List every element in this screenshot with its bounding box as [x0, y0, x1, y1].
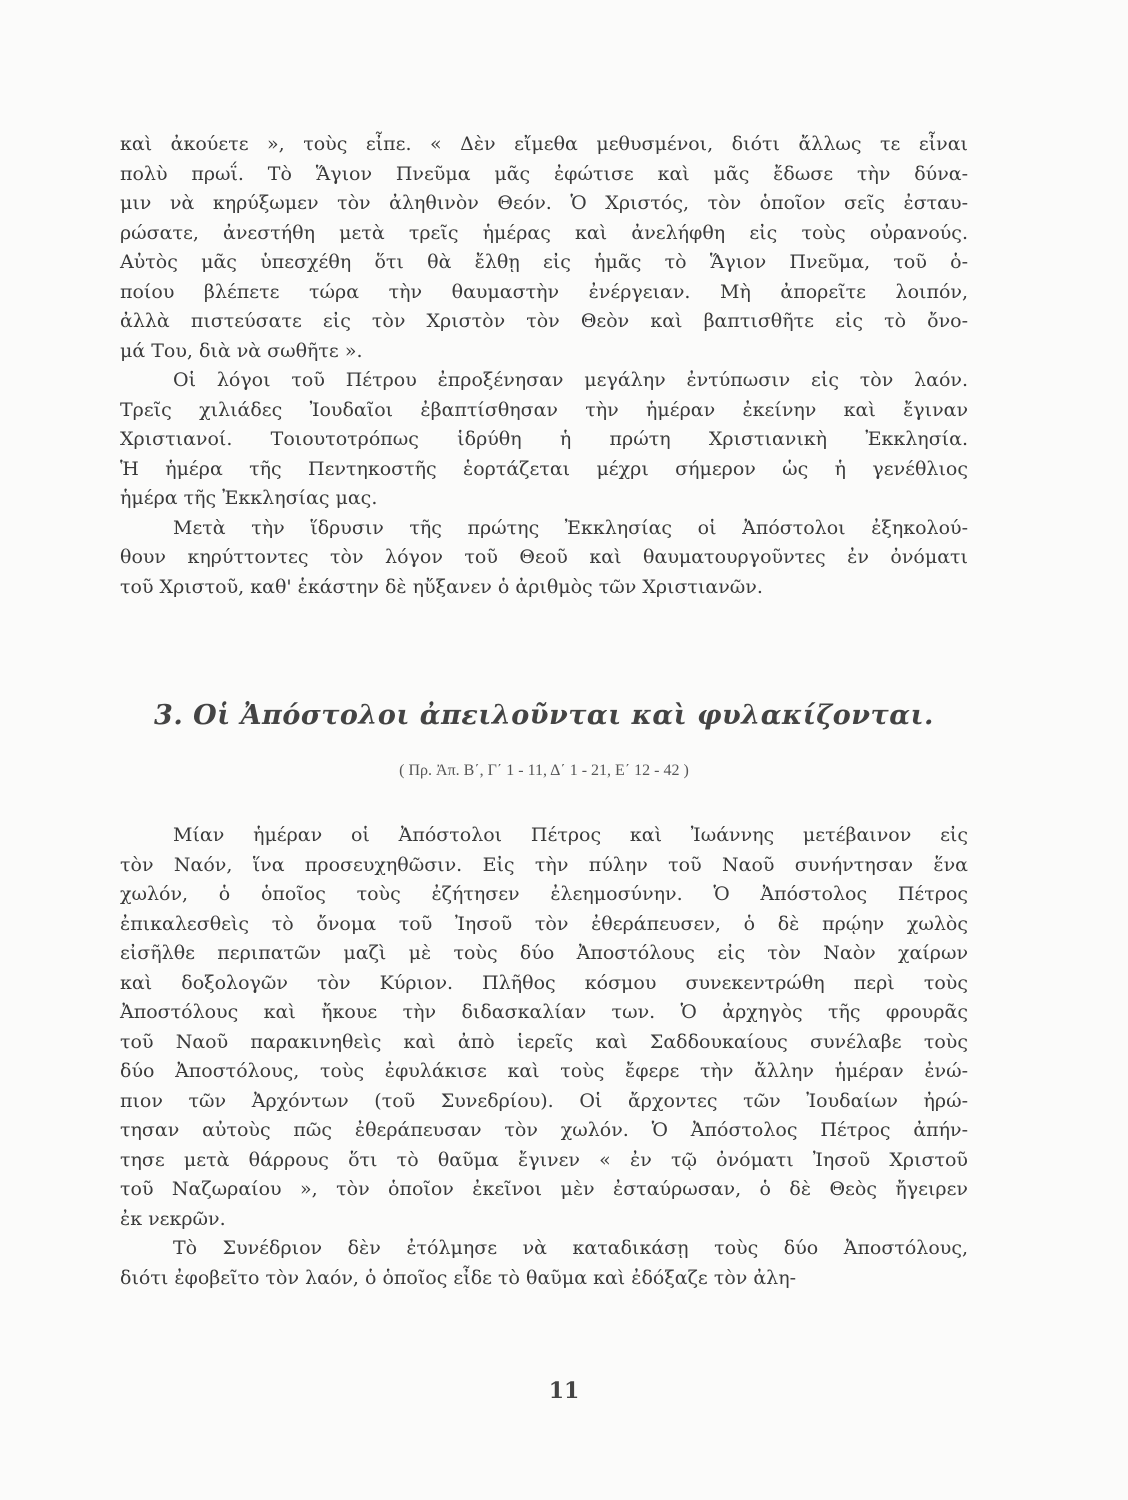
text-line: θουν κηρύττοντες τὸν λόγον τοῦ Θεοῦ καὶ θαυματουργοῦντες ἐν ὀνόματι — [120, 546, 968, 568]
text-line: τοῦ Χριστοῦ, καθ' ἑκάστην δὲ ηὔξανεν ὁ ἀριθμὸς τῶν Χριστιανῶν. — [120, 575, 763, 598]
text-line: καὶ δοξολογῶν τὸν Κύριον. Πλῆθος κόσμου συνεκεντρώθη περὶ τοὺς — [120, 971, 968, 994]
text-line: ποίου βλέπετε τώρα τὴν θαυμαστὴν ἐνέργειαν. Μὴ ἀπορεῖτε λοιπόν, — [120, 280, 968, 303]
text-line: τησε μετὰ θάρρους ὅτι τὸ θαῦμα ἔγινεν « ἐν τῷ ὀνόματι Ἰησοῦ Χριστοῦ — [120, 1148, 968, 1171]
paragraph — [120, 1234, 968, 1293]
text-line: Ἡ ἡμέρα τῆς Πεντηκοστῆς ἑορτάζεται μέχρι σήμερον ὡς ἡ γενέθλιος — [120, 457, 968, 480]
text-line: πολὺ πρωΐ. Τὸ Ἅγιον Πνεῦμα μᾶς ἐφώτισε καὶ μᾶς ἔδωσε τὴν δύνα- — [120, 162, 968, 185]
text-line: τὸν Ναόν, ἵνα προσευχηθῶσιν. Εἰς τὴν πύλην τοῦ Ναοῦ συνήντησαν ἕνα — [120, 853, 968, 876]
text-line: Ἀποστόλους καὶ ἤκουε τὴν διδασκαλίαν των. Ὁ ἀρχηγὸς τῆς φρουρᾶς — [120, 1001, 968, 1023]
text-line: πιον τῶν Ἀρχόντων (τοῦ Συνεδρίου). Οἱ ἄρχοντες τῶν Ἰουδαίων ἠρώ- — [120, 1089, 968, 1112]
text-line: Χριστιανοί. Τοιουτοτρόπως ἱδρύθη ἡ πρώτη Χριστιανικὴ Ἐκκλησία. — [120, 428, 968, 450]
text-line: ἐπικαλεσθεὶς τὸ ὄνομα τοῦ Ἰησοῦ τὸν ἐθεράπευσεν, ὁ δὲ πρῴην χωλὸς — [120, 912, 968, 935]
text-line: Μετὰ τὴν ἵδρυσιν τῆς πρώτης Ἐκκλησίας οἱ Ἀπόστολοι ἐξηκολού- — [173, 516, 968, 539]
text-line: Μίαν ἡμέραν οἱ Ἀπόστολοι Πέτρος καὶ Ἰωάννης μετέβαινον εἰς — [173, 824, 968, 846]
text-line: Οἱ λόγοι τοῦ Πέτρου ἐπροξένησαν μεγάλην ἐντύπωσιν εἰς τὸν λαόν. — [173, 369, 968, 391]
text-line: τοῦ Ναζωραίου », τὸν ὁποῖον ἐκεῖνοι μὲν ἐσταύρωσαν, ὁ δὲ Θεὸς ἤγειρεν — [120, 1178, 968, 1200]
text-line: μά Του, διὰ νὰ σωθῆτε ». — [120, 339, 363, 362]
text-line: Τρεῖς χιλιάδες Ἰουδαῖοι ἐβαπτίσθησαν τὴν ἡμέραν ἐκείνην καὶ ἔγιναν — [120, 398, 968, 421]
text-line: ἐκ νεκρῶν. — [120, 1207, 226, 1230]
text-line: ἡμέρα τῆς Ἐκκλησίας μας. — [120, 487, 378, 509]
page-number: 11 — [548, 1378, 580, 1404]
text-line: διότι ἐφοβεῖτο τὸν λαόν, ὁ ὁποῖος εἶδε τὸ θαῦμα καὶ ἐδόξαζε τὸν ἀλη- — [120, 1266, 797, 1289]
section-heading: 3. Οἱ Ἀπόστολοι ἀπειλοῦνται καὶ φυλακίζονται. — [154, 700, 934, 731]
text-line: ἀλλὰ πιστεύσατε εἰς τὸν Χριστὸν τὸν Θεὸν καὶ βαπτισθῆτε εἰς τὸ ὄνο- — [120, 310, 968, 332]
paragraph — [120, 821, 968, 1234]
text-line: εἰσῆλθε περιπατῶν μαζὶ μὲ τοὺς δύο Ἀποστόλους εἰς τὸν Ναὸν χαίρων — [120, 942, 968, 964]
text-line: Τὸ Συνέδριον δὲν ἐτόλμησε νὰ καταδικάσῃ τοὺς δύο Ἀποστόλους, — [173, 1237, 968, 1259]
text-line: καὶ ἀκούετε », τοὺς εἶπε. « Δὲν εἴμεθα μεθυσμένοι, διότι ἄλλως τε εἶναι — [120, 133, 968, 155]
text-line: χωλόν, ὁ ὁποῖος τοὺς ἐζήτησεν ἐλεημοσύνην. Ὁ Ἀπόστολος Πέτρος — [120, 883, 968, 905]
scripture-reference: ( Πρ. Ἀπ. Β΄, Γ΄ 1 - 11, Δ΄ 1 - 21, Ε΄ 12 - 42 ) — [399, 762, 689, 779]
paragraph — [120, 130, 968, 366]
text-line: μιν νὰ κηρύξωμεν τὸν ἀληθινὸν Θεόν. Ὁ Χριστός, τὸν ὁποῖον σεῖς ἐσταυ- — [120, 192, 968, 214]
text-line: τησαν αὐτοὺς πῶς ἐθεράπευσαν τὸν χωλόν. Ὁ Ἀπόστολος Πέτρος ἀπήν- — [120, 1119, 968, 1141]
paragraph — [120, 366, 968, 514]
text-line: τοῦ Ναοῦ παρακινηθεὶς καὶ ἀπὸ ἱερεῖς καὶ Σαδδουκαίους συνέλαβε τοὺς — [120, 1030, 968, 1053]
text-line: δύο Ἀποστόλους, τοὺς ἐφυλάκισε καὶ τοὺς ἔφερε τὴν ἄλλην ἡμέραν ἐνώ- — [120, 1060, 968, 1082]
text-line: Αὐτὸς μᾶς ὑπεσχέθη ὅτι θὰ ἔλθῃ εἰς ἡμᾶς τὸ Ἅγιον Πνεῦμα, τοῦ ὁ- — [120, 251, 968, 273]
paragraph — [120, 514, 968, 603]
text-line: ρώσατε, ἀνεστήθη μετὰ τρεῖς ἡμέρας καὶ ἀνελήφθη εἰς τοὺς οὐρανούς. — [120, 221, 968, 244]
